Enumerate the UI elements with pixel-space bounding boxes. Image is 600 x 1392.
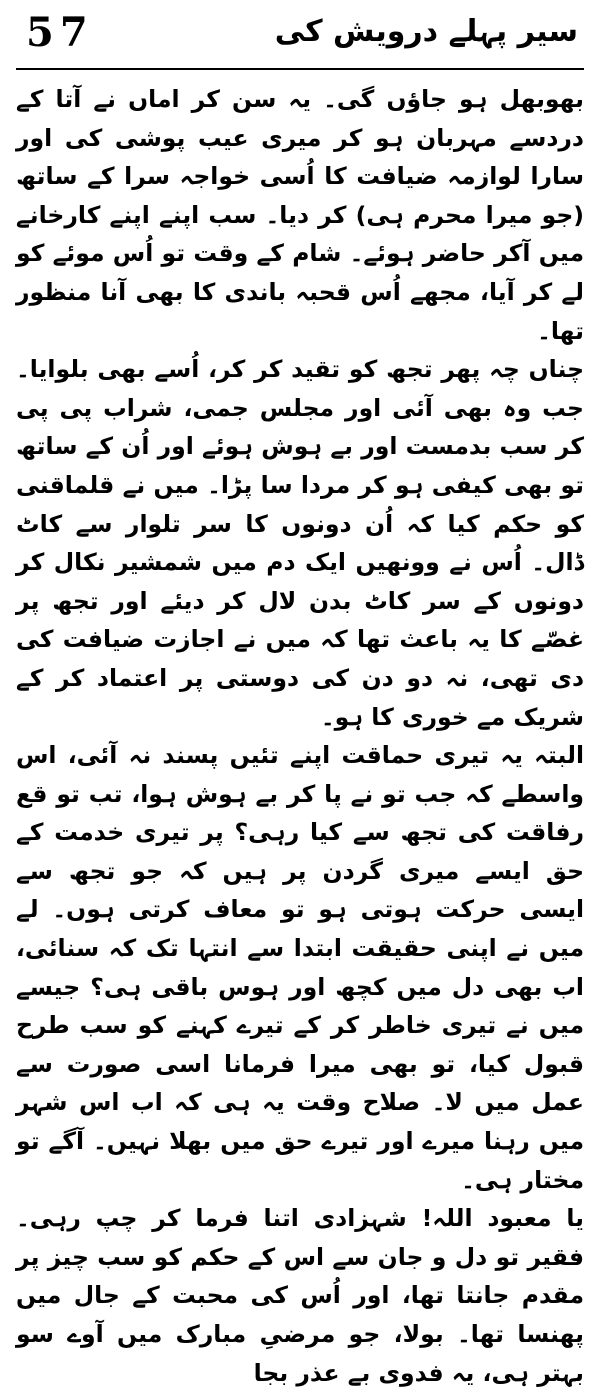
body-text bbox=[16, 80, 584, 1392]
paragraph-4: یا معبود اللہ! شہزادی اتنا فرما کر چپ رہی۔ فقیر تو دل و جان سے اس کے حکم کو سب چیز پر مقدم جانتا تھا، اور اُس کی محبت کے جال میں پھنسا تھا۔ بولا، جو مرضیِ مبارک میں آوے سو بہتر ہی، یہ فدوی بے عذر بجا bbox=[16, 1204, 584, 1387]
page-header bbox=[16, 6, 584, 70]
page-number: 57 bbox=[26, 9, 94, 56]
paragraph-1: بھوبھل ہو جاؤں گی۔ یہ سن کر اماں نے آتا کے دردسے مہربان ہو کر میری عیب پوشی کی اور سارا لوازمہ ضیافت کا اُسی خواجہ سرا کے ساتھ (جو میرا محرم ہی) کر دیا۔ سب اپنے اپنے کارخانے میں آکر حاضر ہوئے۔ شام کے وقت تو اُس موئے کو لے کر آیا، مجھے اُس قحبہ باندی کا بھی آنا منظور تھا۔ bbox=[16, 85, 584, 345]
paragraph-3: البتہ یہ تیری حماقت اپنے تئیں پسند نہ آئی، اس واسطے کہ جب تو نے پا کر بے ہوش ہوا، تب تو قع رفاقت کی تجھ سے کیا رہی؟ پر تیری خدمت کے حق ایسے میری گردن پر ہیں کہ جو تجھ سے ایسی حرکت ہوتی ہو تو معاف کرتی ہوں۔ لے میں نے اپنی حقیقت ابتدا سے انتہا تک کہ سنائی، اب بھی دل میں کچھ اور ہوس باقی ہی؟ جیسے میں نے تیری خاطر کر کے تیرے کہنے کو سب طرح قبول کیا، تو بھی میرا فرمانا اسی صورت سے عمل میں لا۔ صلاح وقت یہ ہی کہ اب اس شہر میں رہنا میرے اور تیرے حق میں بھلا نہیں۔ آگے تو مختار ہی۔ bbox=[16, 741, 584, 1194]
paragraph-2: چناں چہ پھر تجھ کو تقید کر کر، اُسے بھی بلوایا۔ جب وہ بھی آئی اور مجلس جمی، شراب پی پی کر سب بدمست اور بے ہوش ہوئے اور اُن کے ساتھ تو بھی کیفی ہو کر مردا سا پڑا۔ میں نے قلماقنی کو حکم کیا کہ اُن دونوں کا سر تلوار سے کاٹ ڈال۔ اُس نے وونھیں ایک دم میں شمشیر نکال کر دونوں کے سر کاٹ بدن لال کر دیئے اور تجھ پر غصّے کا یہ باعث تھا کہ میں نے اجازت ضیافت کی دی تھی، نہ دو دن کی دوستی پر اعتماد کر کے شریک مے خوری کا ہو۔ bbox=[16, 355, 584, 731]
running-title: سیر پہلے درویش کی bbox=[274, 14, 578, 49]
